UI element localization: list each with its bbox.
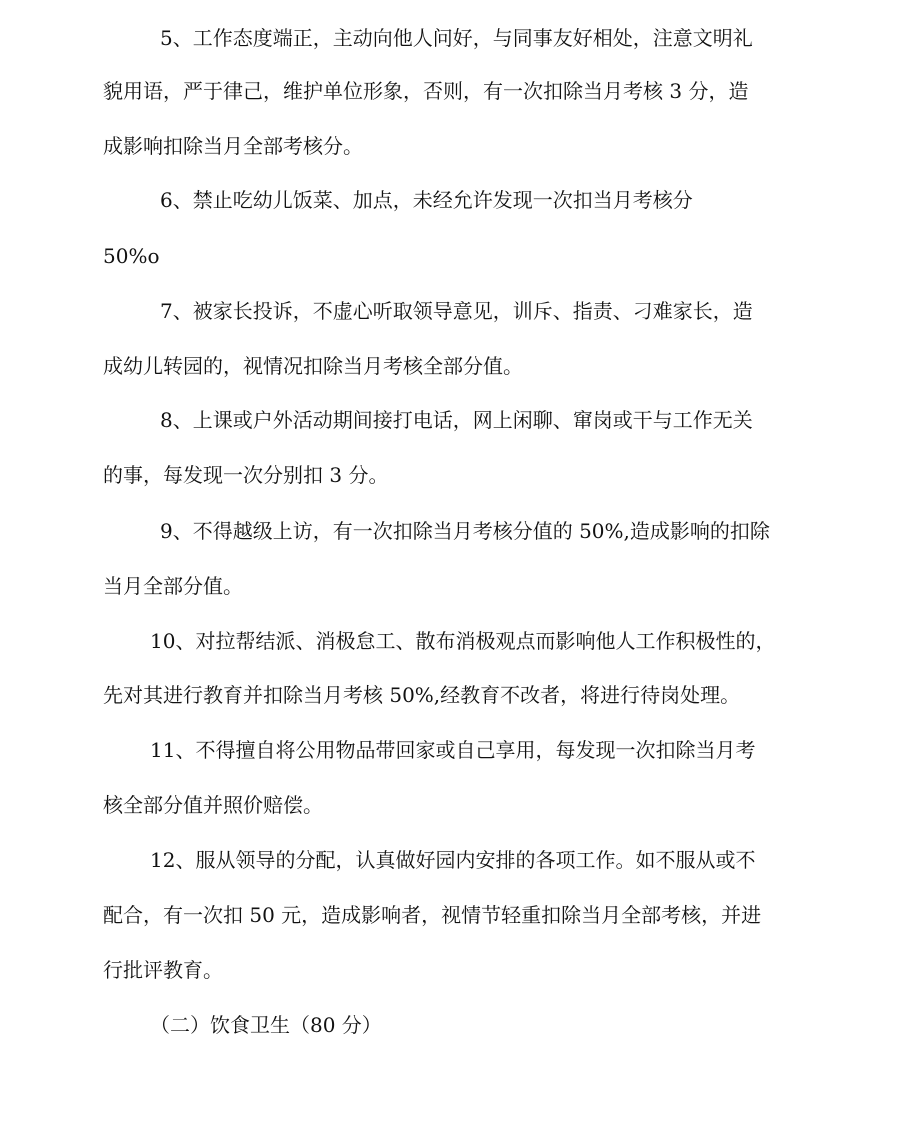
text-line: 貌用语，严于律己，维护单位形象，否则，有一次扣除当月考核 3 分，造	[103, 79, 749, 103]
text-line: 成影响扣除当月全部考核分。	[103, 134, 363, 158]
text-line: 6、禁止吃幼儿饭菜、加点，未经允许发现一次扣当月考核分	[160, 188, 693, 212]
text-line: 12、服从领导的分配，认真做好园内安排的各项工作。如不服从或不	[150, 848, 756, 872]
text-line: 核全部分值并照价赔偿。	[103, 793, 323, 817]
text-line: 先对其进行教育并扣除当月考核 50%,经教育不改者，将进行待岗处理。	[103, 683, 741, 707]
text-line: 10、对拉帮结派、消极怠工、散布消极观点而影响他人工作积极性的，	[150, 629, 776, 653]
text-line: 的事，每发现一次分别扣 3 分。	[103, 463, 389, 487]
text-line: 行批评教育。	[103, 958, 223, 982]
text-line: 配合，有一次扣 50 元，造成影响者，视情节轻重扣除当月全部考核，并进	[103, 903, 762, 927]
text-line: 5、工作态度端正，主动向他人问好，与同事友好相处，注意文明礼	[160, 26, 753, 50]
text-line: 7、被家长投诉，不虚心听取领导意见，训斥、指责、刁难家长，造	[160, 299, 753, 323]
text-line: 11、不得擅自将公用物品带回家或自己享用，每发现一次扣除当月考	[150, 738, 756, 762]
section-heading: （二）饮食卫生（80 分）	[150, 1013, 382, 1037]
text-line: 9、不得越级上访，有一次扣除当月考核分值的 50%,造成影响的扣除	[160, 519, 770, 543]
text-line: 50%o	[103, 244, 160, 268]
text-line: 8、上课或户外活动期间接打电话，网上闲聊、窜岗或干与工作无关	[160, 408, 753, 432]
text-line: 当月全部分值。	[103, 574, 243, 598]
text-line: 成幼儿转园的，视情况扣除当月考核全部分值。	[103, 354, 523, 378]
